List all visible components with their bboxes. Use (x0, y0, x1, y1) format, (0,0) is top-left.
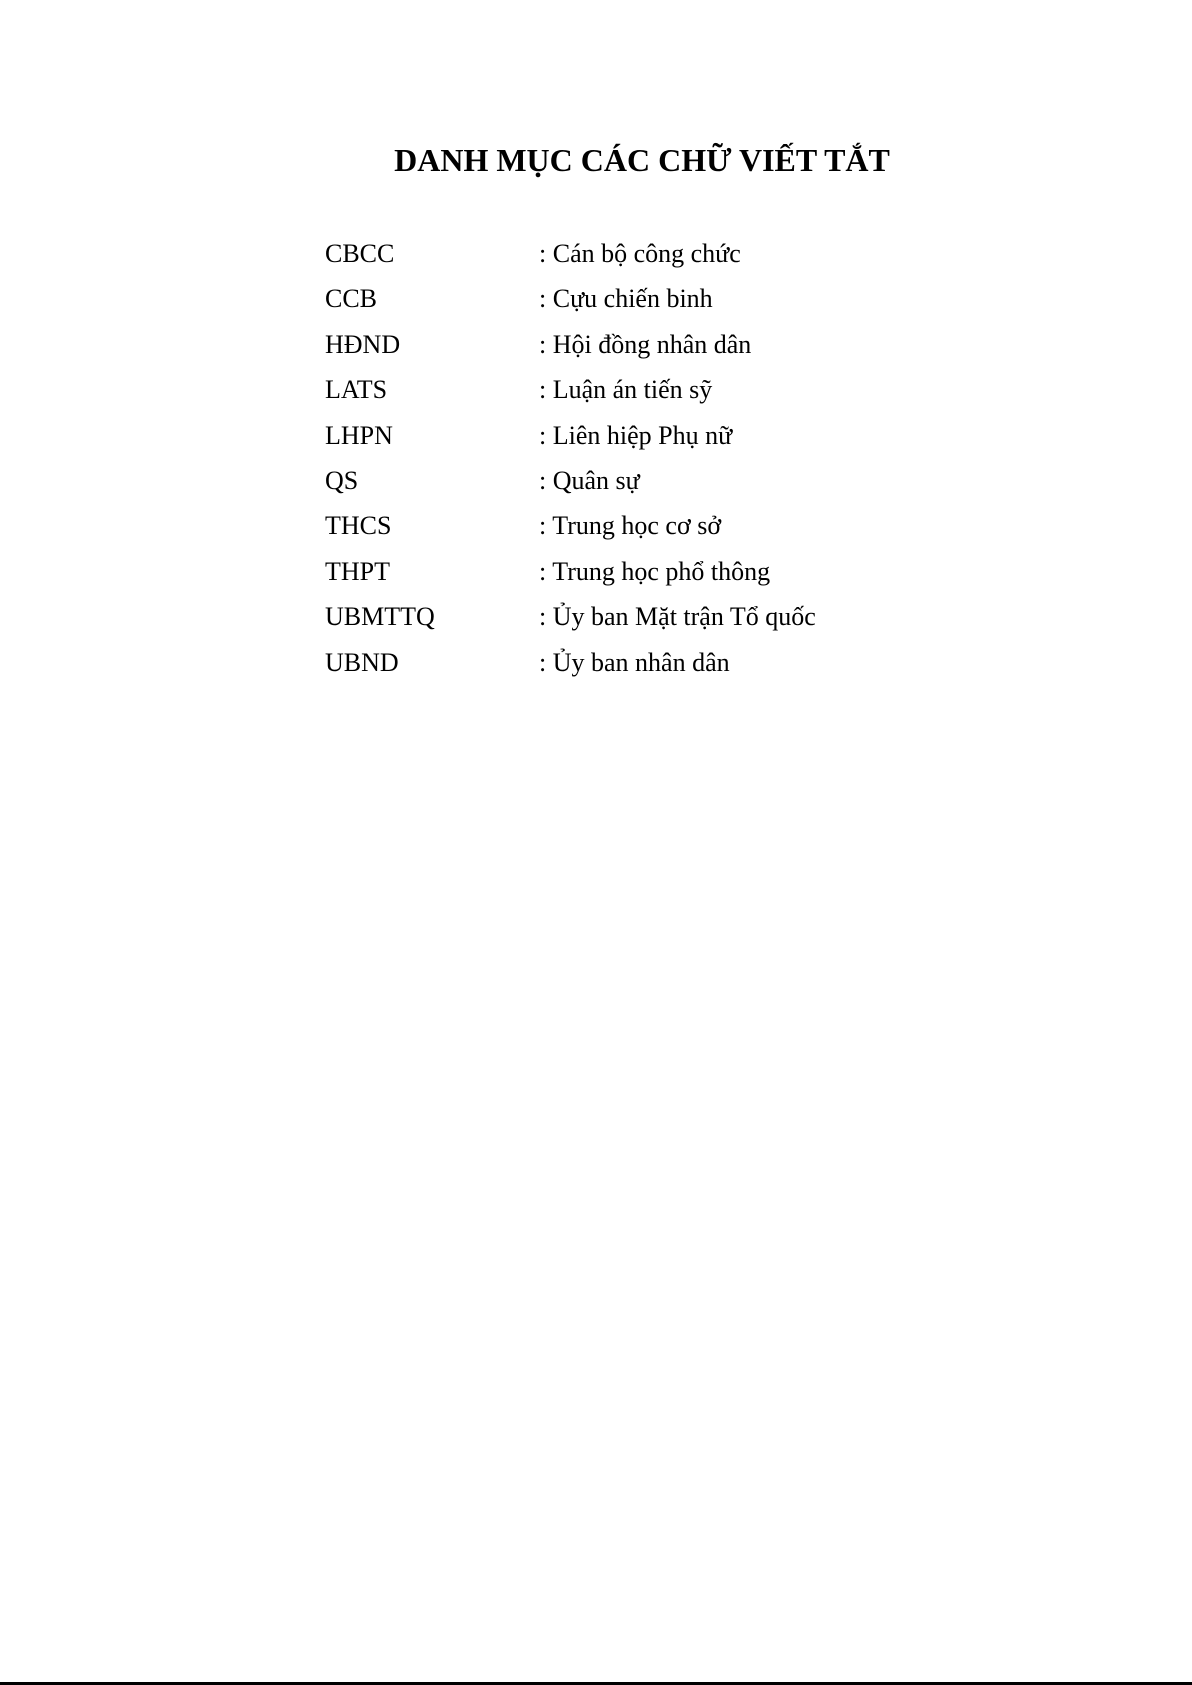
abbreviation-definition: : Cán bộ công chức (539, 239, 741, 268)
abbreviation-term: UBND (325, 647, 399, 677)
abbreviation-row (325, 236, 816, 281)
abbreviation-definition: : Quân sự (539, 465, 640, 495)
abbreviation-term: UBMTTQ (325, 602, 435, 632)
abbreviation-definition: : Hội đồng nhân dân (539, 329, 752, 359)
abbreviation-row (325, 599, 816, 644)
abbreviation-definition: : Liên hiệp Phụ nữ (539, 420, 733, 450)
abbreviation-term: THCS (325, 511, 392, 541)
abbreviation-row (325, 463, 816, 508)
abbreviation-definition: : Ủy ban Mặt trận Tổ quốc (539, 602, 816, 632)
abbreviation-term: HĐND (325, 329, 401, 359)
abbreviation-definition: : Trung học cơ sở (539, 511, 722, 541)
abbreviation-term: THPT (325, 556, 390, 586)
abbreviation-row (325, 372, 816, 417)
abbreviation-term: CCB (325, 284, 378, 314)
abbreviation-term: QS (325, 465, 359, 495)
abbreviation-row (325, 281, 816, 326)
abbreviation-definition: : Trung học phổ thông (539, 556, 771, 586)
abbreviation-row (325, 645, 816, 690)
abbreviation-row (325, 554, 816, 599)
page-title: DANH MỤC CÁC CHỮ VIẾT TẮT (394, 142, 890, 178)
abbreviation-definition: : Luận án tiến sỹ (539, 375, 713, 405)
abbreviation-definition: : Cựu chiến binh (539, 284, 713, 314)
abbreviation-row (325, 418, 816, 463)
abbreviation-list (325, 236, 816, 690)
abbreviation-term: LATS (325, 375, 388, 405)
abbreviation-term: CBCC (325, 239, 395, 268)
abbreviation-row (325, 327, 816, 372)
abbreviation-term: LHPN (325, 420, 393, 450)
abbreviation-row (325, 508, 816, 553)
abbreviation-definition: : Ủy ban nhân dân (539, 647, 730, 677)
